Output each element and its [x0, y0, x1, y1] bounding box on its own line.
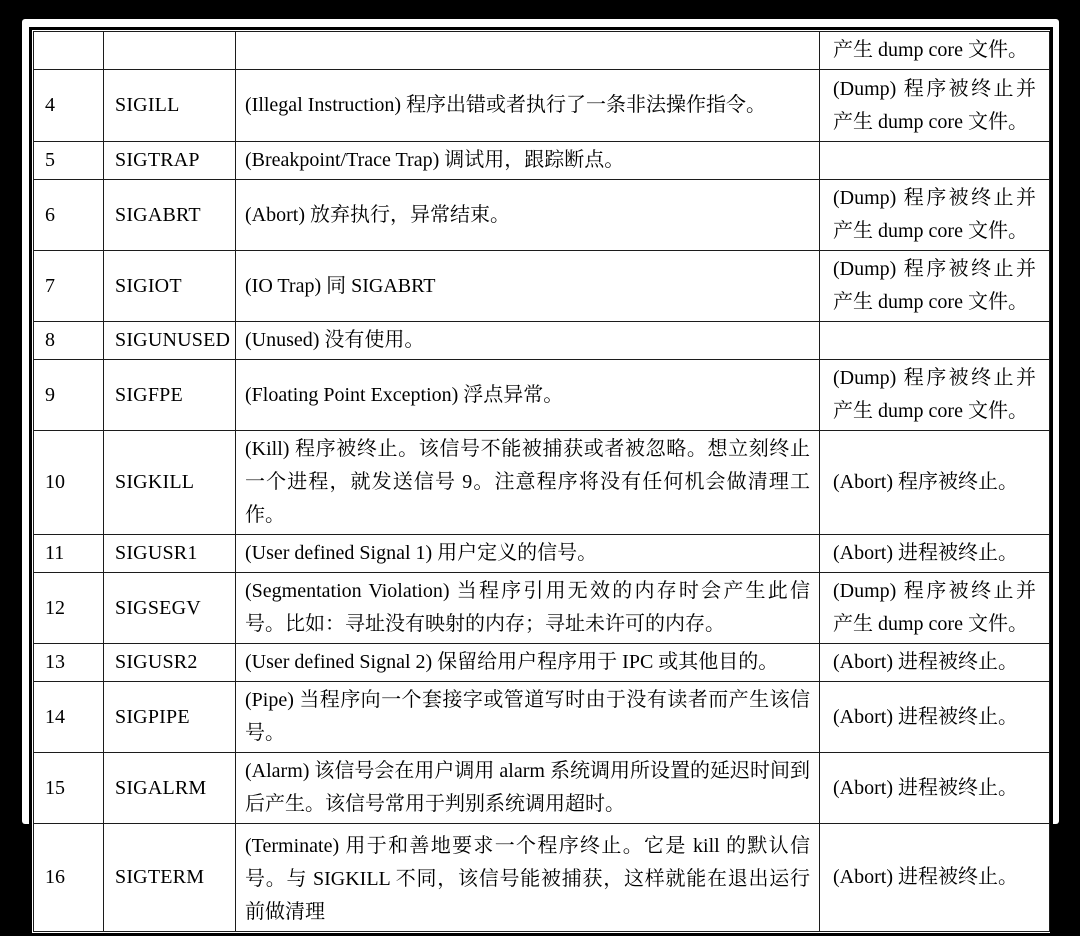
table-row	[34, 70, 1050, 142]
cell-signal-name: SIGILL	[104, 70, 236, 142]
table-row	[34, 431, 1050, 535]
cell-signal-name: SIGTERM	[104, 824, 236, 932]
table-row	[34, 573, 1050, 644]
signal-table	[33, 31, 1050, 932]
cell-signal-name: SIGPIPE	[104, 682, 236, 753]
cell-signal-description: (Alarm) 该信号会在用户调用 alarm 系统调用所设置的延迟时间到后产生。该信号常用于判别系统调用超时。	[236, 753, 820, 824]
table-row	[34, 824, 1050, 932]
cell-signal-action: (Dump) 程序被终止并产生 dump core 文件。	[820, 251, 1050, 322]
cell-signal-action	[820, 322, 1050, 360]
table-row	[34, 322, 1050, 360]
cell-signal-description: (Abort) 放弃执行，异常结束。	[236, 180, 820, 251]
cell-signal-action: (Abort) 进程被终止。	[820, 753, 1050, 824]
cell-signal-description: (User defined Signal 2) 保留给用户程序用于 IPC 或其他目的。	[236, 644, 820, 682]
cell-signal-description: (Pipe) 当程序向一个套接字或管道写时由于没有读者而产生该信号。	[236, 682, 820, 753]
table-row	[34, 644, 1050, 682]
cell-signal-description: (Kill) 程序被终止。该信号不能被捕获或者被忽略。想立刻终止一个进程，就发送信号 9。注意程序将没有任何机会做清理工作。	[236, 431, 820, 535]
cell-signal-action	[820, 142, 1050, 180]
document-page	[22, 19, 1059, 923]
table-row	[34, 142, 1050, 180]
cell-signal-description	[236, 32, 820, 70]
cell-signal-description: (IO Trap) 同 SIGABRT	[236, 251, 820, 322]
signal-table-body	[34, 32, 1050, 932]
cell-signal-action: (Abort) 进程被终止。	[820, 682, 1050, 753]
cell-signal-number: 16	[34, 824, 104, 932]
cell-signal-number: 15	[34, 753, 104, 824]
cell-signal-number: 7	[34, 251, 104, 322]
table-row	[34, 535, 1050, 573]
cell-signal-number	[34, 32, 104, 70]
cell-signal-name: SIGSEGV	[104, 573, 236, 644]
signal-table-frame	[29, 27, 1053, 936]
cell-signal-action: 产生 dump core 文件。	[820, 32, 1050, 70]
cell-signal-action: (Dump) 程序被终止并产生 dump core 文件。	[820, 360, 1050, 431]
cell-signal-number: 14	[34, 682, 104, 753]
cell-signal-description: (User defined Signal 1) 用户定义的信号。	[236, 535, 820, 573]
cell-signal-number: 8	[34, 322, 104, 360]
cell-signal-number: 5	[34, 142, 104, 180]
cell-signal-action: (Abort) 进程被终止。	[820, 535, 1050, 573]
cell-signal-description: (Unused) 没有使用。	[236, 322, 820, 360]
cell-signal-description: (Segmentation Violation) 当程序引用无效的内存时会产生此信号。比如：寻址没有映射的内存；寻址未许可的内存。	[236, 573, 820, 644]
cell-signal-name: SIGKILL	[104, 431, 236, 535]
cell-signal-name: SIGABRT	[104, 180, 236, 251]
table-row	[34, 251, 1050, 322]
cell-signal-action: (Dump) 程序被终止并产生 dump core 文件。	[820, 70, 1050, 142]
cell-signal-number: 11	[34, 535, 104, 573]
cell-signal-number: 12	[34, 573, 104, 644]
cell-signal-description: (Breakpoint/Trace Trap) 调试用，跟踪断点。	[236, 142, 820, 180]
table-row	[34, 180, 1050, 251]
cell-signal-name: SIGUNUSED	[104, 322, 236, 360]
table-row	[34, 753, 1050, 824]
cell-signal-name	[104, 32, 236, 70]
cell-signal-action: (Abort) 进程被终止。	[820, 824, 1050, 932]
cell-signal-number: 6	[34, 180, 104, 251]
cell-signal-number: 9	[34, 360, 104, 431]
cell-signal-name: SIGALRM	[104, 753, 236, 824]
cell-signal-description: (Floating Point Exception) 浮点异常。	[236, 360, 820, 431]
cell-signal-action: (Dump) 程序被终止并产生 dump core 文件。	[820, 573, 1050, 644]
cell-signal-name: SIGTRAP	[104, 142, 236, 180]
cell-signal-action: (Abort) 进程被终止。	[820, 644, 1050, 682]
table-row	[34, 32, 1050, 70]
table-row	[34, 360, 1050, 431]
cell-signal-number: 4	[34, 70, 104, 142]
table-row	[34, 682, 1050, 753]
cell-signal-name: SIGFPE	[104, 360, 236, 431]
cell-signal-number: 13	[34, 644, 104, 682]
cell-signal-action: (Abort) 程序被终止。	[820, 431, 1050, 535]
cell-signal-name: SIGUSR1	[104, 535, 236, 573]
cell-signal-description: (Illegal Instruction) 程序出错或者执行了一条非法操作指令。	[236, 70, 820, 142]
cell-signal-number: 10	[34, 431, 104, 535]
cell-signal-description: (Terminate) 用于和善地要求一个程序终止。它是 kill 的默认信号。与 SIGKILL 不同，该信号能被捕获，这样就能在退出运行前做清理	[236, 824, 820, 932]
cell-signal-name: SIGUSR2	[104, 644, 236, 682]
cell-signal-action: (Dump) 程序被终止并产生 dump core 文件。	[820, 180, 1050, 251]
cell-signal-name: SIGIOT	[104, 251, 236, 322]
